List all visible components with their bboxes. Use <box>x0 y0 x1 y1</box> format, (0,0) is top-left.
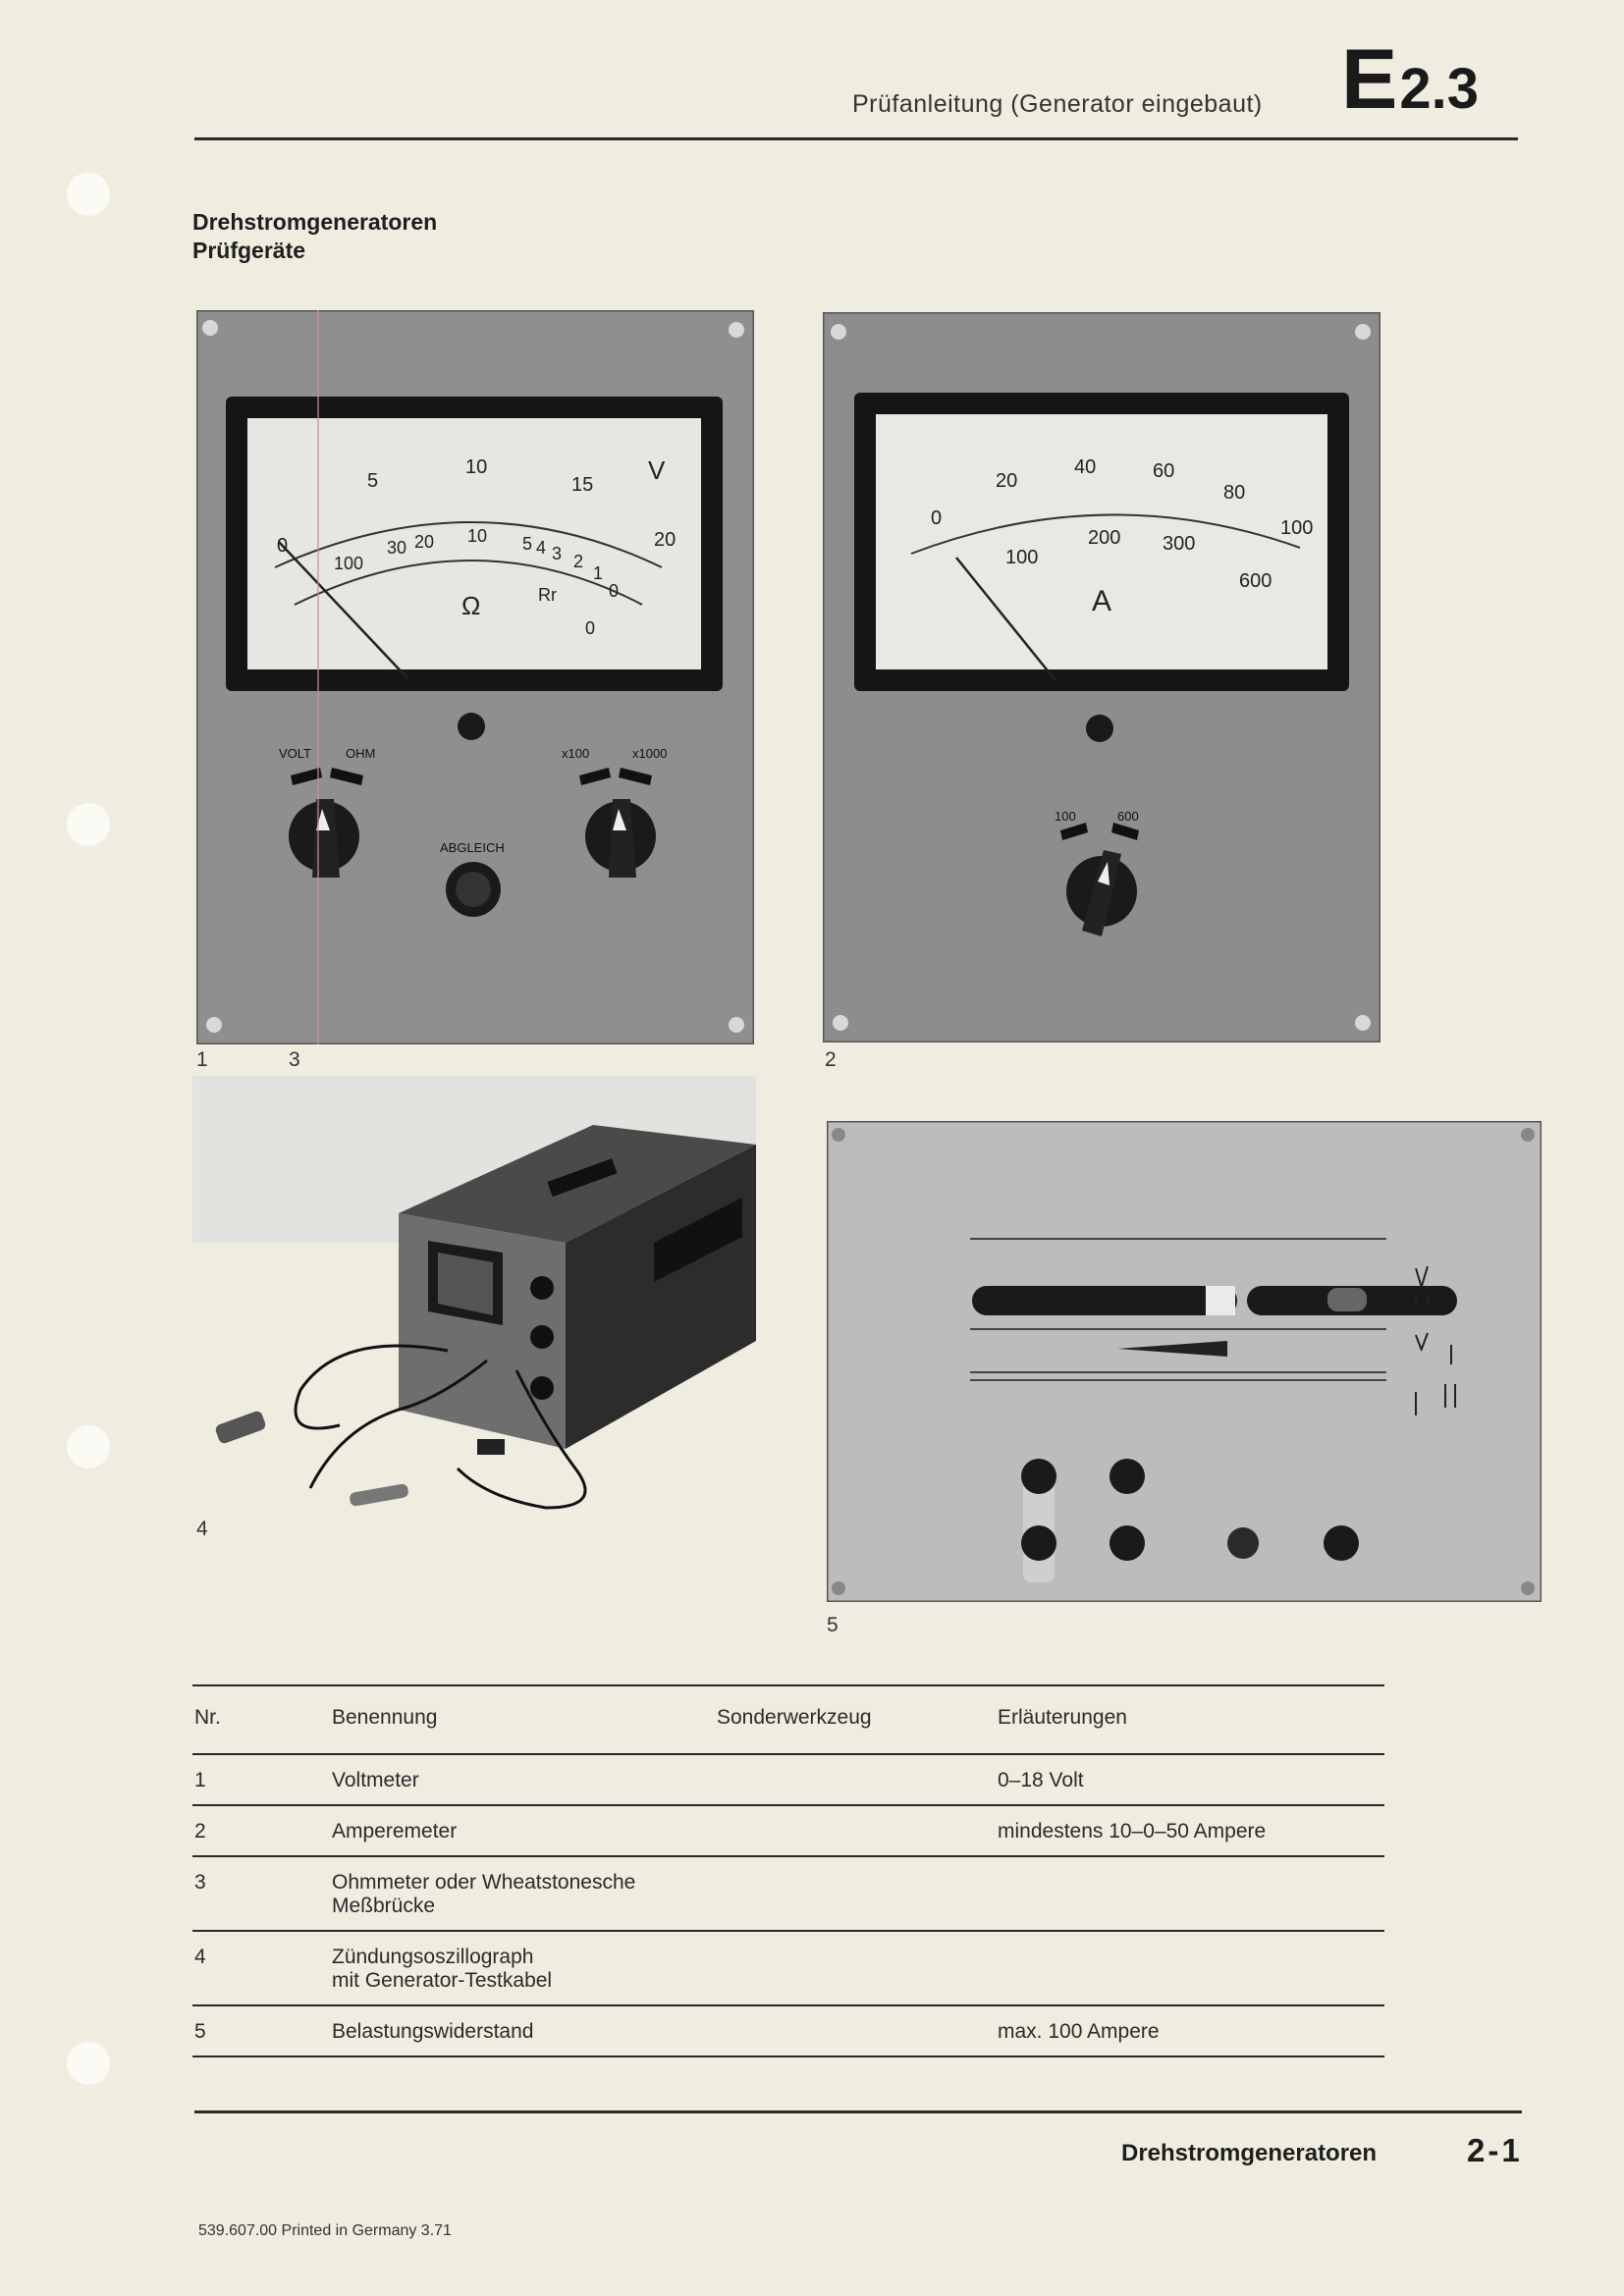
screw-icon <box>832 1581 845 1595</box>
cell-name: Amperemeter <box>332 1820 458 1842</box>
col-header-sonderwerkzeug: Sonderwerkzeug <box>717 1706 872 1729</box>
amp-tick: 0 <box>931 507 943 529</box>
cell-tool <box>715 2005 996 2056</box>
screw-icon <box>832 1128 845 1142</box>
cell-name: Voltmeter <box>332 1769 419 1791</box>
amp-tick: 20 <box>996 470 1018 492</box>
ammeter-photo <box>823 312 1380 1042</box>
volt-tick: 10 <box>465 456 488 478</box>
amp-low-tick: 300 <box>1163 533 1196 555</box>
volt-tick: 0 <box>277 535 289 557</box>
amp-tick: 80 <box>1223 482 1246 504</box>
volt-tick: 15 <box>571 474 594 496</box>
col-header-erlaeuterungen: Erläuterungen <box>998 1706 1127 1729</box>
ohm-tick: 100 <box>334 554 364 573</box>
ohm-tick: 0 <box>585 618 596 638</box>
rt-label: Rr <box>538 585 557 605</box>
ohm-tick: 20 <box>414 532 435 552</box>
punch-hole <box>67 2042 110 2085</box>
punch-hole <box>67 1425 110 1468</box>
caption-4: 4 <box>196 1518 208 1540</box>
switch-label-ohm: OHM <box>346 746 376 761</box>
footer-title: Drehstromgeneratoren <box>1121 2140 1378 2166</box>
col-header-nr: Nr. <box>194 1706 221 1729</box>
cell-nr: 5 <box>194 2020 206 2043</box>
cell-note <box>996 1931 1384 2005</box>
ohm-tick: 4 <box>536 538 547 558</box>
cell-name: Belastungswiderstand <box>332 2020 534 2043</box>
ohm-tick: 1 <box>593 563 604 583</box>
amp-low-tick: 200 <box>1088 527 1121 549</box>
amp-low-tick: 600 <box>1239 570 1272 592</box>
screw-icon <box>729 1017 744 1033</box>
ohm-tick: 0 <box>609 581 620 601</box>
cell-nr: 2 <box>194 1820 206 1842</box>
range-label-600: 600 <box>1117 809 1139 824</box>
section-title <box>192 208 437 265</box>
cell-name-line2: Meßbrücke <box>332 1895 436 1917</box>
cell-note: 0–18 Volt <box>998 1769 1084 1791</box>
ohm-tick: 3 <box>552 544 563 563</box>
punch-hole <box>67 173 110 216</box>
punch-hole <box>67 803 110 846</box>
table-row <box>192 2005 1384 2056</box>
table-row <box>192 1931 1384 2005</box>
col-header-benennung: Benennung <box>332 1706 438 1729</box>
header-rule <box>194 137 1518 140</box>
table-header-row <box>192 1685 1384 1754</box>
cell-tool <box>715 1754 996 1805</box>
cell-tool <box>715 1931 996 2005</box>
unit-v: V <box>648 455 666 485</box>
screw-icon <box>1355 324 1371 340</box>
table-row <box>192 1754 1384 1805</box>
amp-tick: 100 <box>1280 517 1314 539</box>
caption-3: 3 <box>289 1048 300 1071</box>
table-row <box>192 1856 1384 1931</box>
screw-icon <box>831 324 846 340</box>
page-number: 2-1 <box>1467 2132 1523 2168</box>
ohm-tick: 30 <box>387 538 407 558</box>
screw-icon <box>1521 1128 1535 1142</box>
cell-tool <box>715 1805 996 1856</box>
screw-icon <box>1355 1015 1371 1031</box>
oscilloscope-photo <box>192 1076 756 1522</box>
footer-rule <box>194 2110 1522 2113</box>
section-title-line1: Drehstromgeneratoren <box>192 209 438 235</box>
table-row <box>192 1805 1384 1856</box>
section-title-line2: Prüfgeräte <box>192 238 306 263</box>
cell-name-line1: Zündungsoszillograph <box>332 1946 534 1968</box>
screw-icon <box>202 320 218 336</box>
ohm-tick: 5 <box>522 534 533 554</box>
caption-2: 2 <box>825 1048 837 1071</box>
section-letter: E <box>1341 32 1398 127</box>
cell-nr: 1 <box>194 1769 206 1791</box>
ohm-symbol: Ω <box>461 591 481 620</box>
screw-icon <box>206 1017 222 1033</box>
switch-label-volt: VOLT <box>279 746 311 761</box>
voltmeter-photo <box>196 310 754 1044</box>
cell-note: mindestens 10–0–50 Ampere <box>998 1820 1267 1842</box>
switch-label-x1000: x1000 <box>632 746 668 761</box>
cell-name <box>330 1931 715 2005</box>
caption-5: 5 <box>827 1614 839 1636</box>
cell-name <box>330 1856 715 1931</box>
amp-low-tick: 100 <box>1005 547 1039 568</box>
cell-tool <box>715 1856 996 1931</box>
screw-icon <box>833 1015 848 1031</box>
range-label-100: 100 <box>1055 809 1076 824</box>
load-resistor-photo <box>827 1121 1542 1602</box>
ohm-tick: 2 <box>573 552 584 571</box>
abgleich-label: ABGLEICH <box>440 840 505 855</box>
amp-tick: 60 <box>1153 460 1175 482</box>
parts-table <box>192 1684 1384 2057</box>
unit-a: A <box>1092 585 1112 617</box>
cell-note: max. 100 Ampere <box>998 2020 1160 2043</box>
cell-nr: 3 <box>194 1871 206 1894</box>
print-note: 539.607.00 Printed in Germany 3.71 <box>198 2222 452 2239</box>
cell-name-line2: mit Generator-Testkabel <box>332 1969 553 1992</box>
header-subtitle: Prüfanleitung (Generator eingebaut) <box>852 90 1263 118</box>
amp-tick: 40 <box>1074 456 1097 478</box>
switch-label-x100: x100 <box>562 746 590 761</box>
screw-icon <box>729 322 744 338</box>
cell-note <box>996 1856 1384 1931</box>
cell-nr: 4 <box>194 1946 206 1968</box>
section-code <box>1341 32 1480 127</box>
section-number: 2.3 <box>1399 57 1480 121</box>
ohm-tick: 10 <box>467 526 488 546</box>
caption-1: 1 <box>196 1048 208 1071</box>
cell-name-line1: Ohmmeter oder Wheatstonesche <box>332 1871 636 1894</box>
volt-tick: 20 <box>654 529 677 551</box>
screw-icon <box>1521 1581 1535 1595</box>
volt-tick: 5 <box>367 470 379 492</box>
